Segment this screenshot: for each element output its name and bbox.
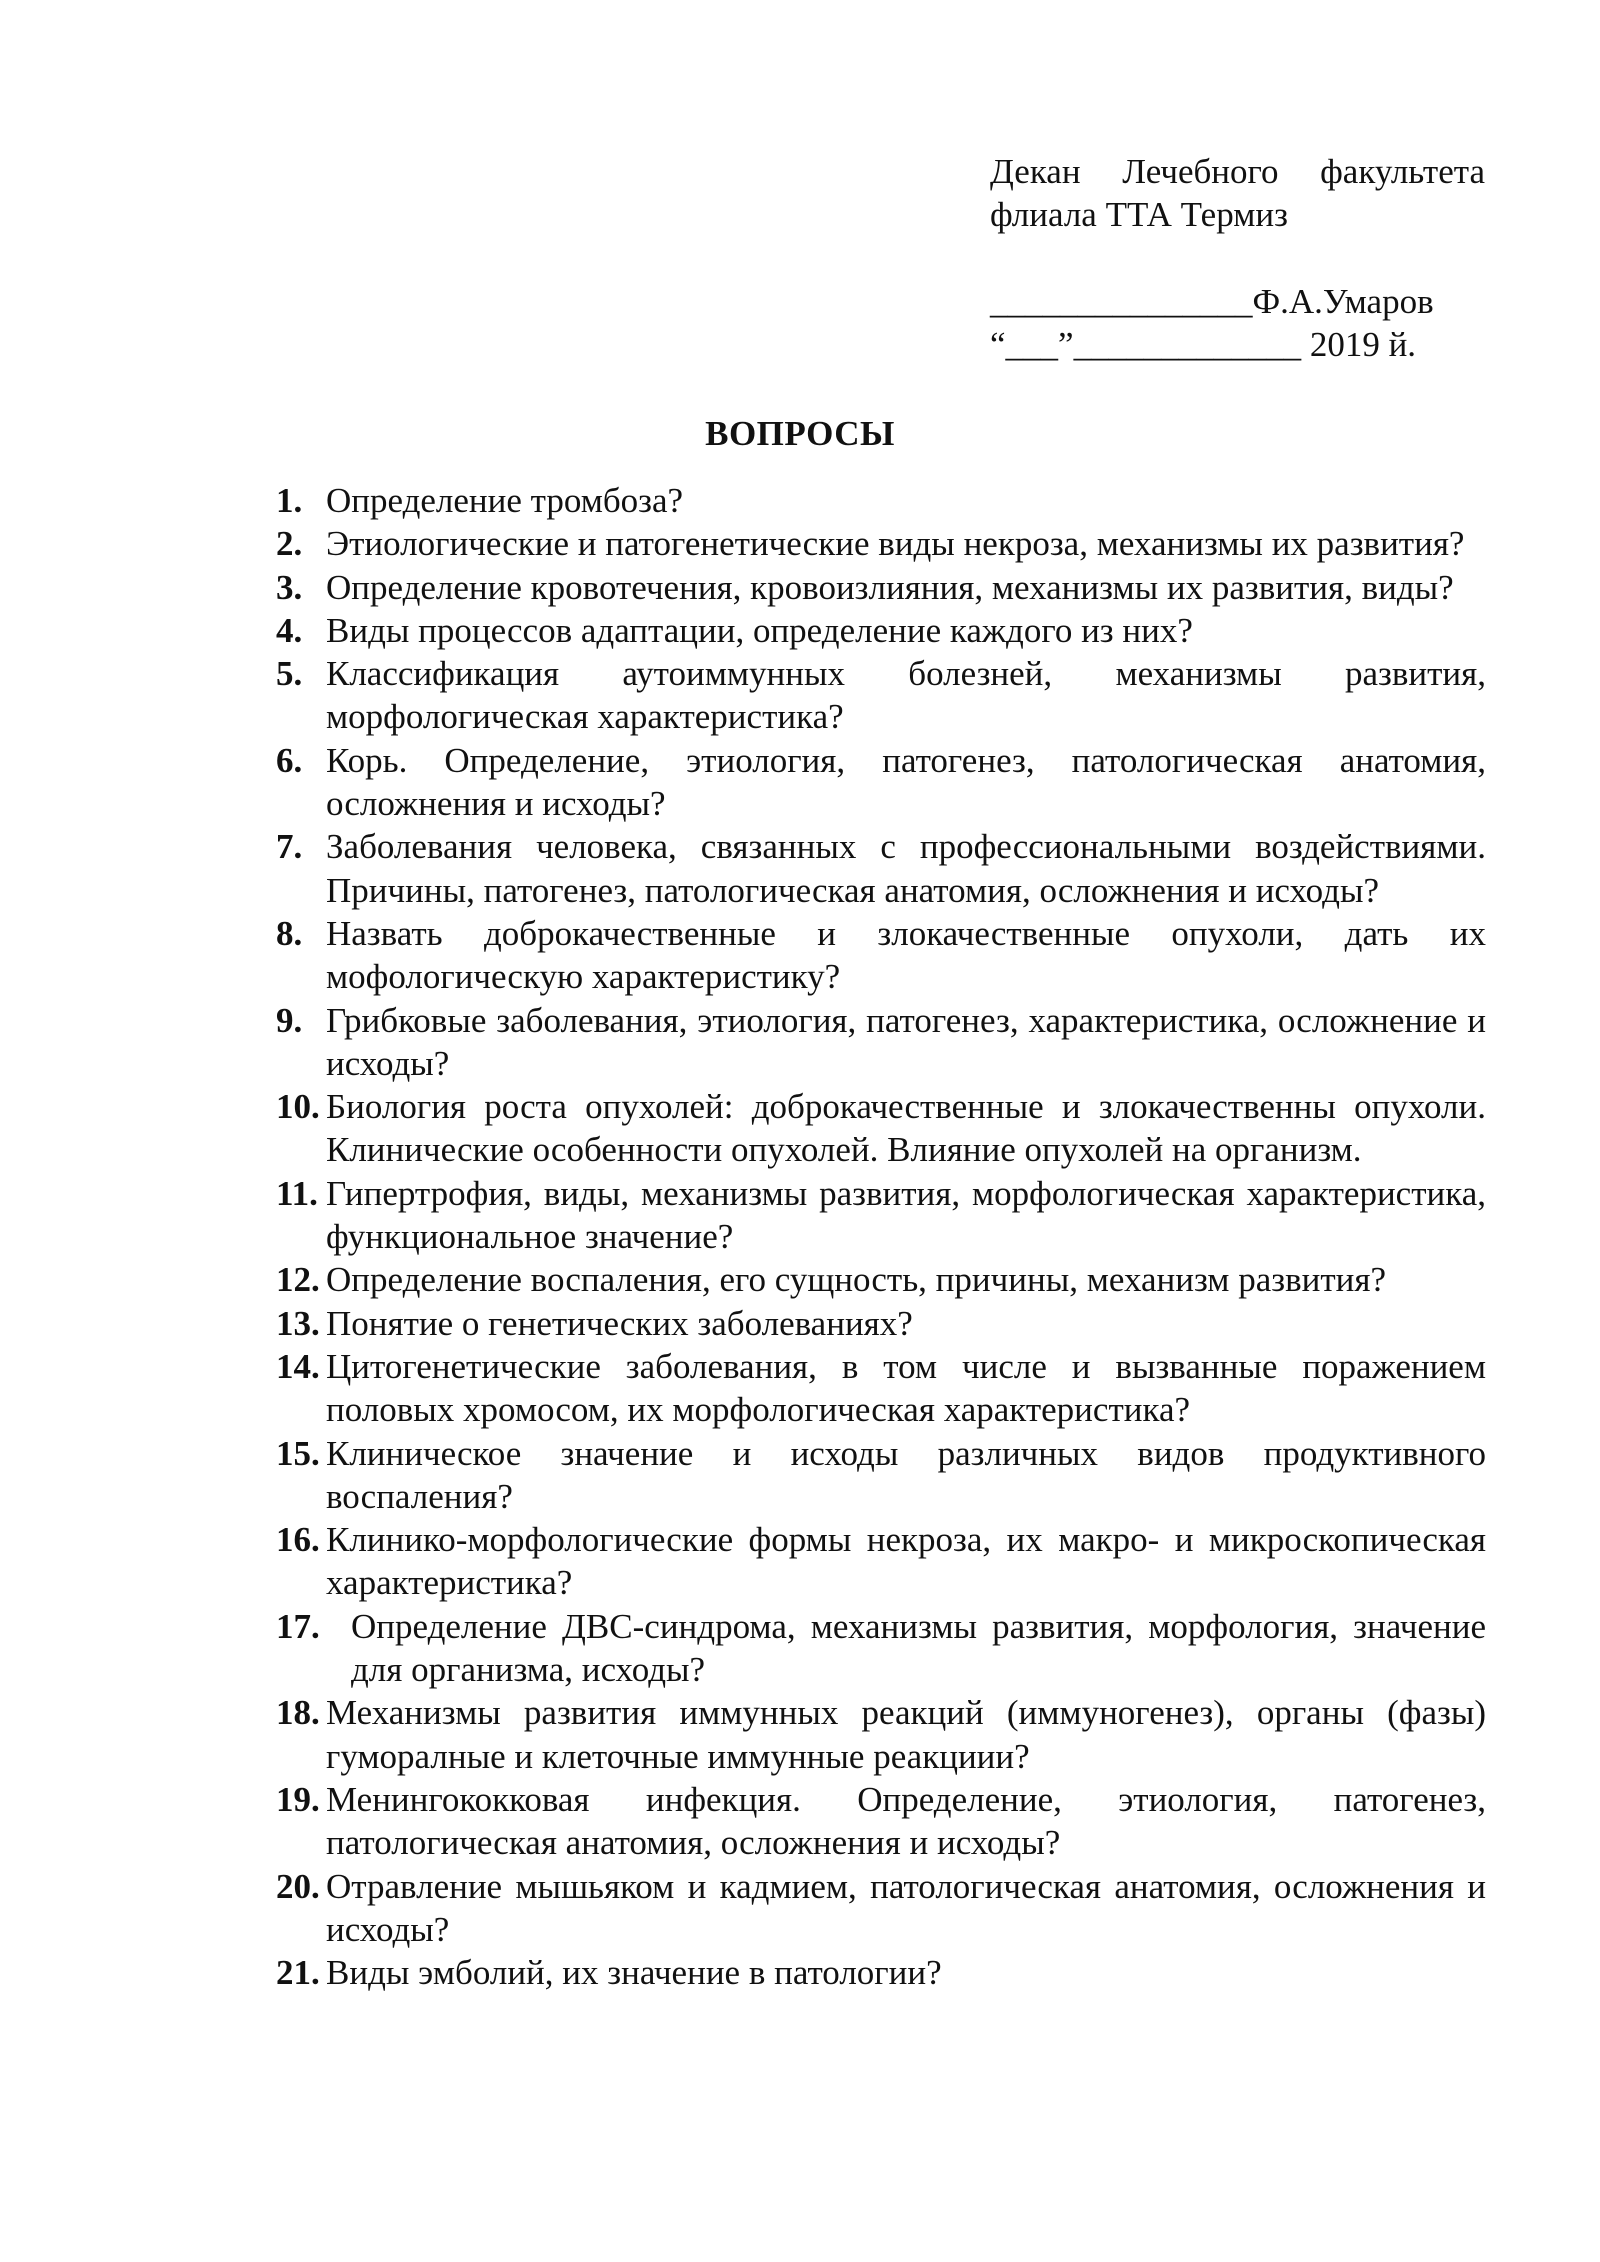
question-item bbox=[276, 912, 1486, 999]
question-text: Гипертрофия, виды, механизмы развития, морфологическая характеристика, функциональное значение? bbox=[326, 1173, 1486, 1257]
question-text: Цитогенетические заболевания, в том числе и вызванные поражением половых хромосом, их морфологическая характеристика? bbox=[326, 1346, 1486, 1430]
question-item bbox=[276, 1518, 1486, 1605]
question-number: 12. bbox=[276, 1260, 320, 1300]
question-text: Отравление мышьяком и кадмием, патологическая анатомия, осложнения и исходы? bbox=[326, 1866, 1486, 1949]
question-item bbox=[276, 1778, 1486, 1865]
question-text: Менингококковая инфекция. Определение, этиология, патогенез, патологическая анатомия, осложнения и исходы? bbox=[326, 1779, 1486, 1863]
question-item bbox=[276, 1432, 1486, 1519]
question-number: 5. bbox=[276, 654, 303, 694]
question-number: 1. bbox=[276, 481, 303, 520]
question-text: Определение воспаления, его сущность, причины, механизм развития? bbox=[326, 1260, 1386, 1300]
question-item bbox=[276, 1258, 1486, 1301]
question-number: 17. bbox=[276, 1606, 320, 1646]
question-item bbox=[276, 1865, 1486, 1952]
question-text: Определение ДВС-синдрома, механизмы развития, морфология, значение для организма, исходы? bbox=[351, 1606, 1486, 1690]
question-number: 11. bbox=[276, 1173, 318, 1213]
question-number: 4. bbox=[276, 610, 303, 650]
question-number: 15. bbox=[276, 1433, 320, 1473]
question-item bbox=[276, 566, 1486, 609]
question-item bbox=[276, 1691, 1486, 1778]
question-text: Понятие о генетических заболеваниях? bbox=[326, 1303, 913, 1343]
question-text: Биология роста опухолей: доброкачественные и злокачественны опухоли. Клинические особенности опухолей. Влияние опухолей на организм. bbox=[326, 1087, 1486, 1170]
question-number: 13. bbox=[276, 1303, 320, 1343]
approval-gap bbox=[990, 236, 1485, 280]
question-text: Виды процессов адаптации, определение каждого из них? bbox=[326, 610, 1193, 650]
question-number: 3. bbox=[276, 567, 303, 607]
question-item bbox=[276, 1345, 1486, 1432]
question-item bbox=[276, 1951, 1486, 1994]
question-number: 18. bbox=[276, 1693, 320, 1733]
question-number: 21. bbox=[276, 1953, 320, 1993]
questions-list bbox=[276, 479, 1486, 1994]
question-item bbox=[276, 652, 1486, 739]
question-number: 16. bbox=[276, 1520, 320, 1560]
question-item bbox=[276, 479, 1486, 522]
approval-institution: флиала ТТА Термиз bbox=[990, 195, 1288, 234]
question-text: Корь. Определение, этиология, патогенез, патологическая анатомия, осложнения и исходы? bbox=[326, 740, 1486, 824]
question-text: Механизмы развития иммунных реакций (иммуногенез), органы (фазы) гуморалные и клеточные иммунные реакциии? bbox=[326, 1693, 1486, 1776]
question-number: 19. bbox=[276, 1779, 320, 1819]
question-item bbox=[276, 1172, 1486, 1259]
question-text: Заболевания человека, связанных с профессиональными воздействиями. Причины, патогенез, патологическая анатомия, осложнения и исходы? bbox=[326, 827, 1486, 910]
question-text: Этиологические и патогенетические виды некроза, механизмы их развития? bbox=[326, 524, 1465, 564]
question-number: 8. bbox=[276, 913, 303, 953]
question-item bbox=[276, 825, 1486, 912]
question-number: 10. bbox=[276, 1087, 320, 1127]
question-number: 7. bbox=[276, 827, 303, 867]
question-number: 2. bbox=[276, 524, 303, 564]
question-item bbox=[276, 1302, 1486, 1345]
question-item bbox=[276, 522, 1486, 565]
approval-block bbox=[990, 150, 1485, 366]
question-number: 14. bbox=[276, 1346, 320, 1386]
approval-signature: _______________Ф.А.Умаров bbox=[990, 282, 1434, 321]
question-item bbox=[276, 609, 1486, 652]
page-title: ВОПРОСЫ bbox=[705, 414, 895, 453]
approval-position: Декан Лечебного факультета bbox=[990, 152, 1485, 191]
question-text: Клинико-морфологические формы некроза, их макро- и микроскопическая характеристика? bbox=[326, 1520, 1486, 1603]
question-text: Грибковые заболевания, этиология, патогенез, характеристика, осложнение и исходы? bbox=[326, 1000, 1486, 1083]
question-item bbox=[276, 1085, 1486, 1172]
question-text: Определение тромбоза? bbox=[326, 481, 684, 520]
question-text: Классификация аутоиммунных болезней, механизмы развития, морфологическая характеристика? bbox=[326, 654, 1486, 737]
question-text: Клиническое значение и исходы различных видов продуктивного воспаления? bbox=[326, 1433, 1486, 1516]
question-text: Определение кровотечения, кровоизлияния, механизмы их развития, виды? bbox=[326, 567, 1454, 607]
question-item bbox=[276, 1605, 1486, 1692]
question-number: 9. bbox=[276, 1000, 303, 1040]
question-text: Назвать доброкачественные и злокачественные опухоли, дать их мофологическую характеристику? bbox=[326, 913, 1486, 997]
question-number: 20. bbox=[276, 1866, 320, 1906]
question-item bbox=[276, 739, 1486, 826]
question-text: Виды эмболий, их значение в патологии? bbox=[326, 1953, 942, 1993]
question-item bbox=[276, 999, 1486, 1086]
question-number: 6. bbox=[276, 740, 303, 780]
approval-date: “___”_____________ 2019 й. bbox=[990, 325, 1417, 364]
